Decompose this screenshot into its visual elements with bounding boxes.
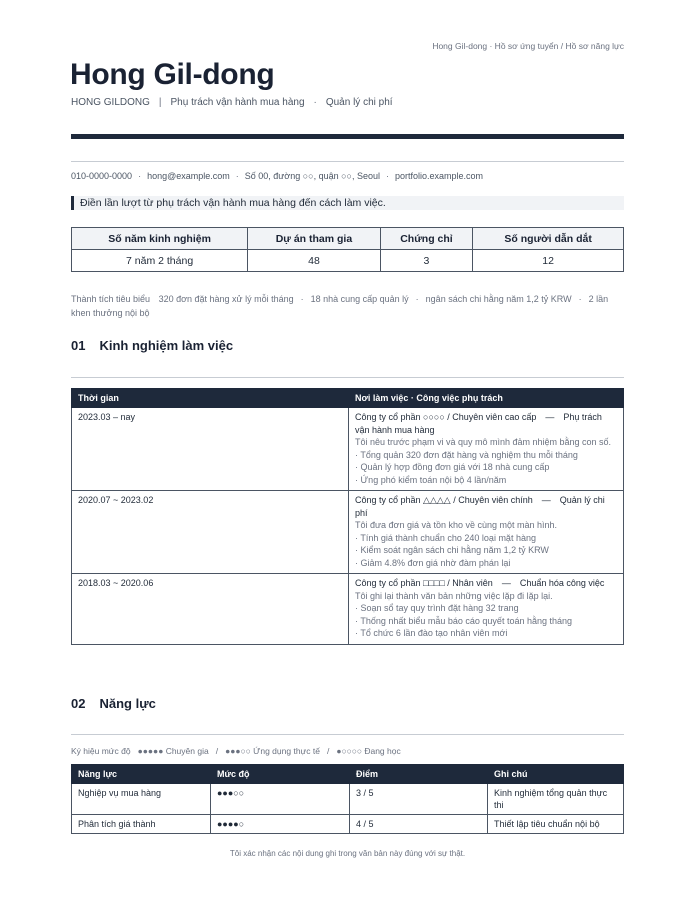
company-text: Công ty cổ phần □□□□ / Nhân viên — [355, 578, 493, 588]
skills-header-row — [72, 765, 624, 784]
col-header-period: Thời gian — [72, 389, 349, 408]
role-text: Phụ trách vận hành mua hàng — [170, 97, 305, 108]
highlight-item: 18 nhà cung cấp quản lý — [310, 294, 409, 304]
stats-header: Chứng chỉ — [380, 228, 473, 250]
company-text: Công ty cổ phần ○○○○ / Chuyên viên cao cấp — [355, 412, 537, 422]
section-title-text: Năng lực — [99, 696, 156, 711]
period-cell: 2018.03 ~ 2020.06 — [72, 574, 349, 645]
stats-value: 12 — [473, 250, 624, 272]
contact-separator: · — [138, 171, 142, 181]
job-bullet: · Thống nhất biểu mẫu báo cáo quyết toán hằng tháng — [355, 615, 573, 626]
job-description: Tôi đưa đơn giá và tồn kho về cùng một màn hình. — [355, 520, 558, 530]
skill-row — [72, 784, 624, 815]
legend-label: Ký hiệu mức độ — [71, 746, 131, 756]
skill-name: Phân tích giá thành — [72, 815, 211, 834]
heading-dash: — — [545, 412, 555, 422]
legend-separator: / — [215, 746, 219, 756]
contact-line — [71, 171, 483, 181]
role-separator: · — [313, 97, 317, 108]
stats-header-row — [72, 228, 624, 250]
highlights-label: Thành tích tiêu biểu — [71, 294, 151, 304]
detail-cell — [349, 491, 624, 574]
detail-cell — [349, 408, 624, 491]
detail-cell — [349, 574, 624, 645]
col-header-score: Điểm — [350, 765, 488, 784]
subtitle-divider: | — [158, 97, 162, 108]
website-text: portfolio.example.com — [395, 171, 484, 181]
job-heading — [355, 577, 617, 590]
section-number: 02 — [71, 696, 86, 711]
period-cell: 2023.03 – nay — [72, 408, 349, 491]
legend-practical: ●●●○○ Ứng dụng thực tế — [225, 746, 320, 756]
contact-divider — [71, 161, 624, 162]
col-header-skill: Năng lực — [72, 765, 211, 784]
heading-dash: — — [541, 495, 551, 505]
experience-table — [71, 388, 624, 645]
job-bullet: · Tổ chức 6 lần đào tạo nhân viên mới — [355, 628, 508, 638]
highlight-item: 320 đơn đặt hàng xử lý mỗi tháng — [158, 294, 294, 304]
skills-table — [71, 764, 624, 834]
highlights-line — [71, 292, 624, 320]
stats-table — [71, 227, 624, 272]
address-text: Số 00, đường ○○, quận ○○, Seoul — [244, 171, 381, 181]
duty-text: Chuẩn hóa công việc — [519, 578, 605, 588]
breadcrumb: Hong Gil-dong · Hồ sơ ứng tuyển / Hồ sơ năng lực — [432, 41, 624, 51]
legend-learning: ●○○○○ Đang học — [336, 746, 401, 756]
experience-section-title — [71, 338, 233, 353]
legend-separator: / — [326, 746, 330, 756]
skill-level: ●●●●○ — [211, 815, 350, 834]
highlight-separator: · — [300, 294, 304, 304]
heading-dash: — — [501, 578, 511, 588]
experience-header-row — [72, 389, 624, 408]
duty-text: Phụ trách vận hành mua hàng — [355, 412, 602, 435]
job-bullet: · Soạn sổ tay quy trình đặt hàng 32 trang — [355, 603, 519, 613]
contact-separator: · — [386, 171, 390, 181]
highlight-separator: · — [415, 294, 419, 304]
email-text: hong@example.com — [147, 171, 230, 181]
skill-row — [72, 815, 624, 834]
job-bullet: · Giảm 4.8% đơn giá nhờ đàm phán lại — [355, 557, 511, 568]
stats-value: 3 — [380, 250, 473, 272]
skill-note: Thiết lập tiêu chuẩn nội bộ — [488, 815, 624, 834]
highlight-separator: · — [578, 294, 582, 304]
footer-declaration: Tôi xác nhận các nội dung ghi trong văn bản này đúng với sự thật. — [229, 849, 466, 858]
skills-divider — [71, 734, 624, 735]
stats-header: Dự án tham gia — [248, 228, 380, 250]
highlight-item: ngân sách chi hằng năm 1,2 tỷ KRW — [425, 294, 572, 304]
roman-name: HONG GILDONG — [71, 97, 150, 108]
job-description: Tôi nêu trước phạm vi và quy mô mình đảm nhiệm bằng con số. — [355, 437, 612, 447]
col-header-level: Mức độ — [211, 765, 350, 784]
experience-row — [72, 408, 624, 491]
company-text: Công ty cổ phần △△△△ / Chuyên viên chính — [355, 495, 533, 505]
job-bullet: · Kiểm soát ngân sách chi hằng năm 1,2 tỷ KRW — [355, 545, 549, 555]
job-bullet: · Quản lý hợp đồng đơn giá với 18 nhà cung cấp — [355, 462, 550, 472]
phone-text: 010-0000-0000 — [71, 171, 133, 181]
skill-score: 4 / 5 — [350, 815, 488, 834]
skills-section-title — [71, 696, 156, 711]
highlight-item: 2 lần khen thưởng nội bộ — [71, 294, 609, 318]
job-heading — [355, 411, 617, 436]
skill-score: 3 / 5 — [350, 784, 488, 815]
duty-text: Quản lý chi phí — [355, 495, 605, 518]
skill-name: Nghiệp vụ mua hàng — [72, 784, 211, 815]
section-title-text: Kinh nghiệm làm việc — [99, 338, 234, 353]
job-bullet: · Tính giá thành chuẩn cho 240 loại mặt hàng — [355, 532, 536, 543]
legend-expert: ●●●●● Chuyên gia — [137, 746, 209, 756]
summary-banner: Điền lần lượt từ phụ trách vận hành mua hàng đến cách làm việc. — [71, 196, 624, 210]
job-bullet: · Tổng quản 320 đơn đặt hàng và nghiệm thu mỗi tháng — [355, 449, 578, 460]
col-header-detail: Nơi làm việc · Công việc phụ trách — [349, 389, 624, 408]
subtitle-line — [71, 97, 393, 108]
contact-separator: · — [235, 171, 239, 181]
specialty-text: Quản lý chi phí — [325, 97, 393, 108]
level-legend — [71, 746, 401, 756]
period-cell: 2020.07 ~ 2023.02 — [72, 491, 349, 574]
skill-note: Kinh nghiệm tổng quản thực thi — [488, 784, 624, 815]
stats-value-row — [72, 250, 624, 272]
person-name: Hong Gil-dong — [70, 58, 275, 91]
experience-divider — [71, 377, 624, 378]
stats-header: Số người dẫn dắt — [473, 228, 624, 250]
header-rule — [71, 134, 624, 139]
section-number: 01 — [71, 338, 86, 353]
job-heading — [355, 494, 617, 519]
skill-level: ●●●○○ — [211, 784, 350, 815]
experience-row — [72, 491, 624, 574]
stats-value: 48 — [248, 250, 380, 272]
experience-row — [72, 574, 624, 645]
stats-header: Số năm kinh nghiệm — [72, 228, 248, 250]
job-bullet: · Ứng phó kiểm toán nội bộ 4 lần/năm — [355, 474, 507, 485]
stats-value: 7 năm 2 tháng — [72, 250, 248, 272]
job-description: Tôi ghi lại thành văn bản những việc lặp đi lặp lại. — [355, 590, 553, 601]
col-header-note: Ghi chú — [488, 765, 624, 784]
